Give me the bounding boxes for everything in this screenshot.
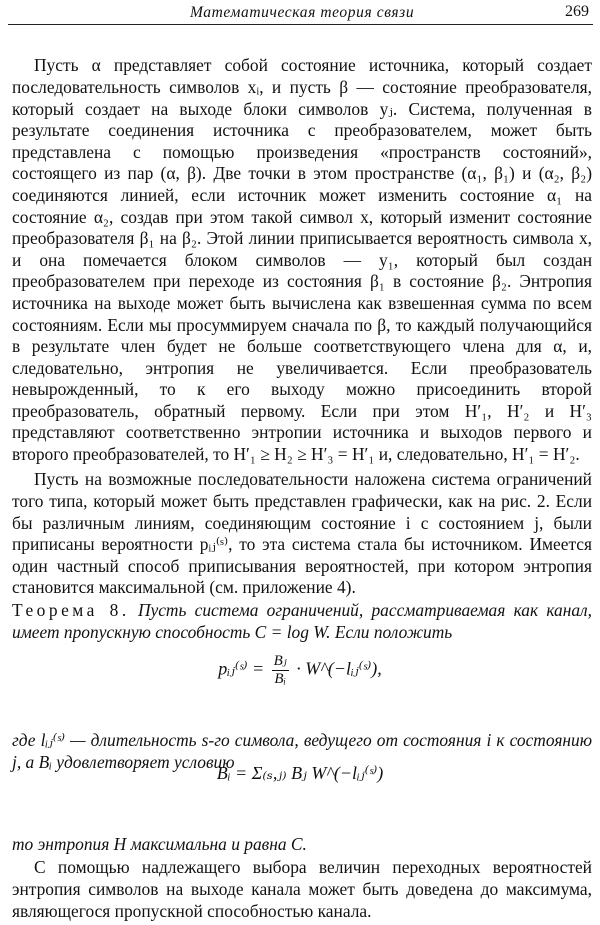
theorem-statement: Пусть система ограничений, рассматриваемая как канал, имеет пропускную способность C = log W. Если положить (12, 600, 592, 642)
formula1-rhs: · W^(−lᵢⱼ⁽ˢ⁾), (296, 658, 382, 679)
page-number: 269 (565, 3, 589, 20)
formula1-lhs: pᵢⱼ⁽ˢ⁾ = (218, 658, 265, 679)
running-title: Математическая теория связи (190, 4, 415, 21)
paragraph-max-entropy: С помощью надлежащего выбора величин переходных вероятностей энтропия символов на выходе канала может быть доведена до максимума, являющегося пропускной способностью канала. (12, 857, 592, 921)
page-header (8, 2, 593, 25)
theorem-label: Теорема 8. (12, 600, 130, 620)
theorem-conclusion: то энтропия H максимальна и равна C. (12, 834, 307, 855)
formula1-denominator: Bᵢ (274, 671, 286, 687)
formula1-numerator: Bⱼ (273, 653, 287, 669)
formula-b-condition: Bᵢ = Σ₍ₛ,ⱼ₎ Bⱼ W^(−lᵢⱼ⁽ˢ⁾) (216, 763, 384, 783)
formula1-fraction (272, 653, 289, 688)
formula-transition-probability (0, 653, 600, 688)
theorem-8 (12, 600, 592, 643)
formula-explanation: где lᵢⱼ⁽ˢ⁾ — длительность s-го символа, ведущего от состояния i к состоянию j, а Bᵢ удовлетворяет условию (12, 730, 592, 772)
paragraph-transducer-states: Пусть α представляет собой состояние источника, который создает последовательность символов xᵢ, и пусть β — состояние преобразователя, который создает на выходе блоки символов yⱼ. Система, полученная в результате соединения источника с преобразователем, может быть представлена с помощью произведения «пространств состояний», состоящего из пар (α, β). Две точки в этом пространстве (α₁, β₁) и (α₂, β₂) соединяются линией, если источник может изменить состояние α₁ на состояние α₂, создав при этом такой символ x, который изменит состояние преобразователя β₁ на β₂. Этой линии приписывается вероятность символа x, и она помечается блоком символов — y₁, который был создан преобразователем при переходе из состояния β₁ в состояние β₂. Энтропия источника на выходе может быть вычислена как взвешенная сумма по всем состояниям. Если мы просуммируем сначала по β, то каждый получающийся в результате член будет не больше соответствующего члена для α, и, следовательно, энтропия не увеличивается. Если преобразователь невырожденный, то к его выходу можно присоединить второй преобразователь, обратный первому. Если при этом H′₁, H′₂ и H′₃ представляют соответственно энтропии источника и выходов первого и второго преобразователей, то H′₁ ≥ H₂ ≥ H′₃ = H′₁ и, следовательно, H′₁ = H′₂. (12, 55, 592, 465)
paragraph-constraint-system: Пусть на возможные последовательности наложена система ограничений того типа, который может быть представлен графически, как на рис. 2. Если бы различным линиям, соединяющим состояние i с состоянием j, были приписаны вероятности pᵢⱼ⁽ˢ⁾, то эта система стала бы источником. Имеется один частный способ приписывания вероятностей, при котором энтропия становится максимальной (см. приложение 4). (12, 469, 592, 598)
